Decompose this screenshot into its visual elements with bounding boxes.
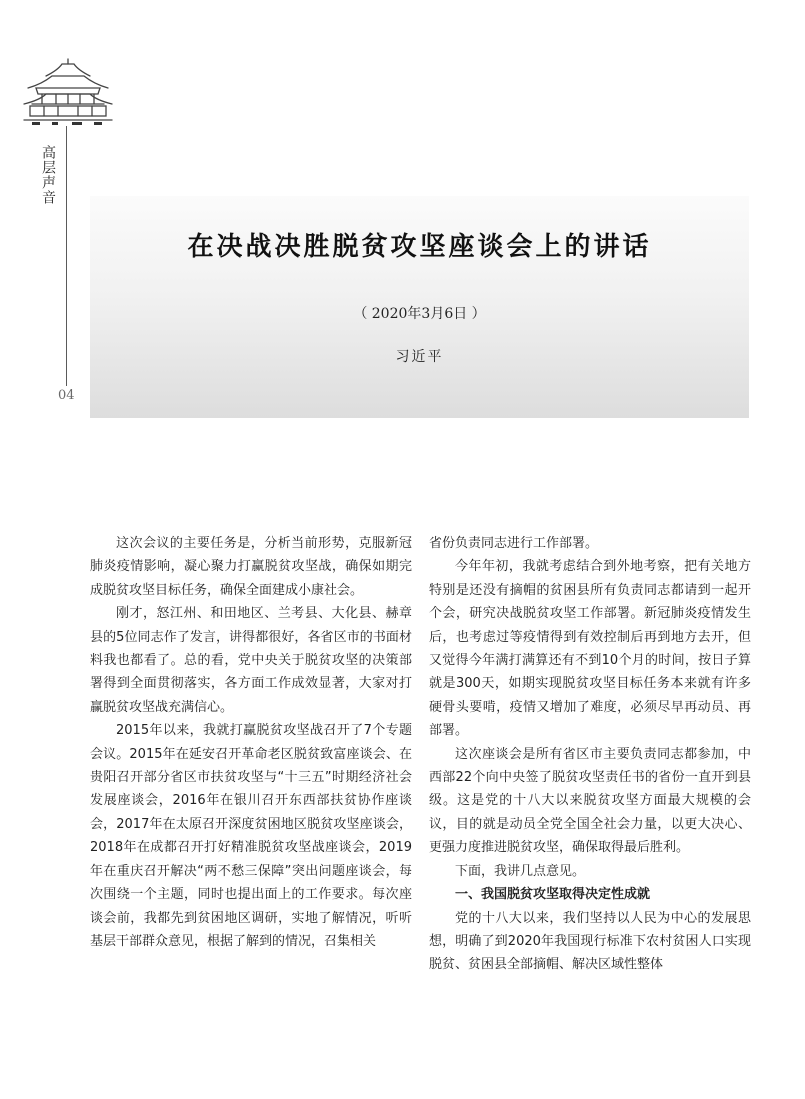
margin-rule [66, 126, 67, 386]
paragraph: 这次座谈会是所有省区市主要负责同志都参加，中西部22个向中央签了脱贫攻坚责任书的省份一直开到县级。这是党的十八大以来脱贫攻坚方面最大规模的会议，目的就是动员全党全国全社会力量，以更大决心、更强力度推进脱贫攻坚，确保取得最后胜利。 [429, 746, 751, 856]
body-column-right [429, 532, 751, 977]
section-label: 高层声音 [40, 145, 56, 205]
paragraph-continuation: 省份负责同志进行工作部署。 [429, 536, 599, 551]
paragraph: 今年年初，我就考虑结合到外地考察，把有关地方特别是还没有摘帽的贫困县所有负责同志都请到一起开个会，研究决战脱贫攻坚工作部署。新冠肺炎疫情发生后，也考虑过等疫情得到有效控制后再到地方去开，但又觉得今年满打满算还有不到10个月的时间，按日子算就是300天，如期实现脱贫攻坚目标任务本来就有许多硬骨头要啃，疫情又增加了难度，必须尽早再动员、再部署。 [429, 559, 751, 739]
paragraph: 党的十八大以来，我们坚持以人民为中心的发展思想，明确了到2020年我国现行标准下农村贫困人口实现脱贫、贫困县全部摘帽、解决区域性整体 [429, 910, 751, 973]
pavilion-logo-icon [22, 58, 114, 126]
paragraph: 2015年以来，我就打赢脱贫攻坚战召开了7个专题会议。2015年在延安召开革命老区脱贫致富座谈会、在贵阳召开部分省区市扶贫攻坚与“十三五”时期经济社会发展座谈会，2016年在银川召开东西部扶贫协作座谈会，2017年在太原召开深度贫困地区脱贫攻坚座谈会，2018年在成都召开打好精准脱贫攻坚战座谈会，2019年在重庆召开解决“两不愁三保障”突出问题座谈会，每次围绕一个主题，同时也提出面上的工作要求。每次座谈会前，我都先到贫困地区调研，实地了解情况，听听基层干部群众意见，根据了解到的情况，召集相关 [90, 723, 412, 949]
paragraph: 这次会议的主要任务是，分析当前形势，克服新冠肺炎疫情影响，凝心聚力打赢脱贫攻坚战，确保如期完成脱贫攻坚目标任务，确保全面建成小康社会。 [90, 536, 412, 598]
article-author: 习近平 [395, 349, 444, 365]
paragraph: 下面，我讲几点意见。 [455, 863, 586, 879]
article-date: （ 2020年3月6日 ） [353, 306, 486, 322]
paragraph: 刚才，怒江州、和田地区、兰考县、大化县、赫章县的5位同志作了发言，讲得都很好，各省区市的书面材料我也都看了。总的看，党中央关于脱贫攻坚的决策部署得到全面贯彻落实，各方面工作成效显著，大家对打赢脱贫攻坚战充满信心。 [90, 606, 412, 715]
section-heading: 一、我国脱贫攻坚取得决定性成就 [455, 887, 651, 903]
page-number: 04 [58, 388, 75, 403]
article-title: 在决战决胜脱贫攻坚座谈会上的讲话 [187, 232, 652, 262]
body-column-left [90, 532, 412, 953]
